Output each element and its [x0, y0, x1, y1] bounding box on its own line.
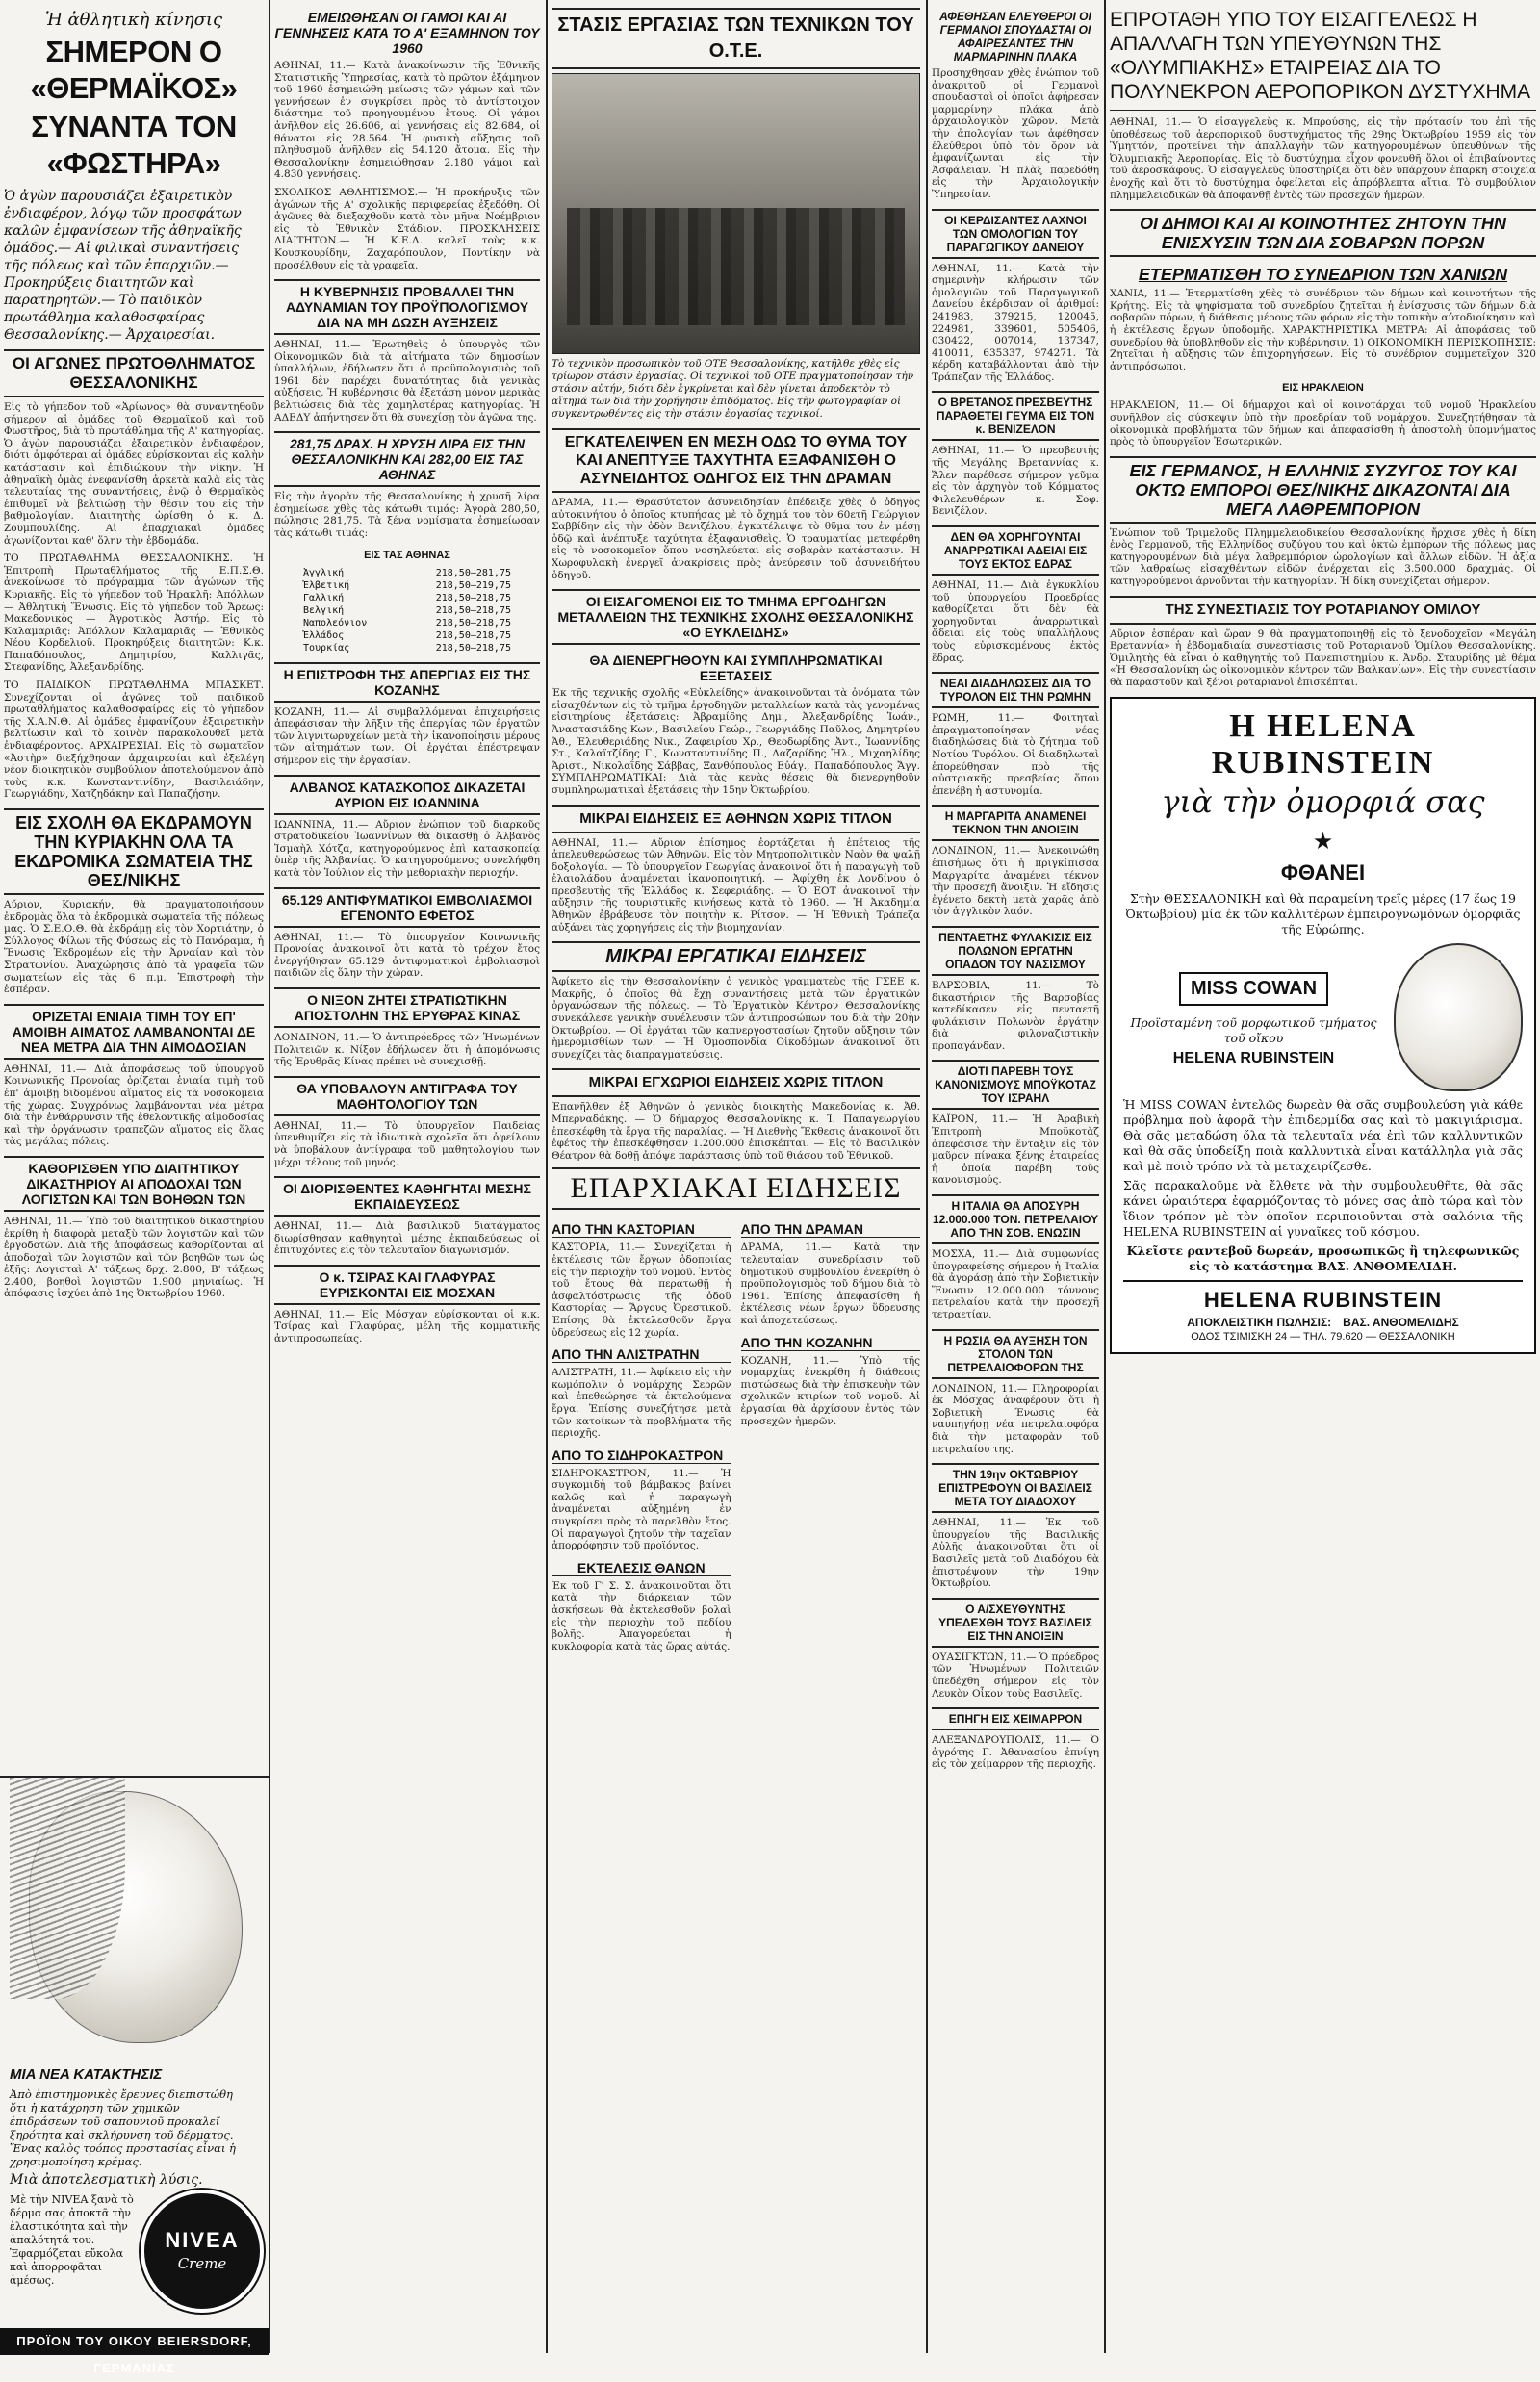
- divider: [1110, 110, 1536, 111]
- rate-name: Ἑλβετική: [303, 579, 350, 591]
- ad-arrives: ΦΘΑΝΕΙ: [1280, 859, 1366, 884]
- dateline-alistrati: ΑΠΟ ΤΗΝ ΑΛΙΣΤΡΑΤΗΝ: [552, 1346, 732, 1363]
- headline-labour-briefs: ΜΙΚΡΑΙ ΕΡΓΑΤΙΚΑΙ ΕΙΔΗΣΕΙΣ: [552, 941, 920, 972]
- article-body: ΛΟΝΔΙΝΟΝ, 11.— Ἀνεκοινώθη ἐπισήμως ὅτι ἡ πριγκίπισσα Μαργαρίτα ἀναμένει τέκνον τὴν προσεχῆ ἄνοιξιν. Ἡ εἴδησις ἐγένετο δεκτὴ μετὰ χαρᾶς ἀπὸ τὸν ἀγγλικὸν λαόν.: [932, 845, 1099, 918]
- rate-row: [303, 617, 511, 629]
- rate-value: 218,50—281,75: [435, 567, 511, 578]
- photo-crowd: [567, 208, 905, 325]
- article-body: ΑΘΗΝΑΙ, 11.— Ὁ εἰσαγγελεὺς κ. Μπρούσης, εἰς τὴν πρότασίν του ἐπὶ τῆς ὑποθέσεως τοῦ ἀεροπορικοῦ δυστυχήματος τῆς 29ης Ὀκτωβρίου 1959 εἰς τὸν Ὑμηττόν, προτείνει τὴν ἀπαλλαγὴν τῶν κατηγορουμένων ὑπευθύνων τῆς Ὀλυμπιακῆς Ἀεροπορίας. Εἰς τὸ δυστύχημα εἶχον φονευθῆ ὅλοι οἱ ἐπιβαίνοντες τοῦ ἀεροσκάφους. Ὁ εἰσαγγελεὺς ὑποστηρίζει ὅτι δὲν ὑπάρχουν ἐπαρκῆ στοιχεῖα ἐνοχῆς καὶ ὅτι τὸ δυστύχημα ὀφείλεται εἰς ἀπρόβλεπτα αἴτια. Τὸ συμβούλιον πλημμελειοδικῶν θὰ ἀποφανθῇ ἐντὸς τῶν προσεχῶν ἡμερῶν.: [1110, 116, 1536, 201]
- headline-german-students: ΑΦΕΘΗΣΑΝ ΕΛΕΥΘΕΡΟΙ ΟΙ ΓΕΡΜΑΝΟΙ ΣΠΟΥΔΑΣΤΑΙ ΟΙ ΑΦΑΙΡΕΣΑΝΤΕΣ ΤΗΝ ΜΑΡΜΑΡΙΝΗΝ ΠΛΑΚΑ: [939, 10, 1091, 64]
- article-body: ΣΙΔΗΡΟΚΑΣΤΡΟΝ, 11.— Ἡ συγκομιδὴ τοῦ βάμβακος βαίνει καλῶς καὶ ἡ παραγωγὴ ἀναμένεται αὐξημένη ἐν συγκρίσει πρὸς τὸ παρελθὸν ἔτος. Οἱ παραγωγοὶ ζητοῦν τὴν ταχεῖαν ἀπορρόφησιν τοῦ προϊόντος.: [552, 1467, 732, 1552]
- headline-british-ambassador: Ο ΒΡΕΤΑΝΟΣ ΠΡΕΣΒΕΥΤΗΣ ΠΑΡΑΘΕΤΕΙ ΓΕΥΜΑ ΕΙΣ ΤΟΝ κ. ΒΕΝΙΖΕΛΟΝ: [932, 391, 1099, 441]
- ad-text: Μὲ τὴν NIVEA ξανὰ τὸ δέρμα σας ἀποκτᾶ τὴν ἐλαστικότητα καὶ τὴν ἀπαλότητά του. Ἐφαρμόζεται εὔκολα καὶ ἀπορροφᾶται ἀμέσως.: [10, 2193, 134, 2287]
- headline-royals-return: ΤΗΝ 19ην ΟΚΤΩΒΡΙΟΥ ΕΠΙΣΤΡΕΦΟΥΝ ΟΙ ΒΑΣΙΛΕΙΣ ΜΕΤΑ ΤΟΥ ΔΙΑΔΟΧΟΥ: [932, 1463, 1099, 1513]
- article-body: ΑΘΗΝΑΙ, 11.— Διὰ ἀποφάσεως τοῦ ὑπουργοῦ Κοινωνικῆς Προνοίας ὁρίζεται ἑνιαία τιμὴ τοῦ ἐπ' ἀμοιβῇ διδομένου αἵματος εἰς τὰ νοσοκομεῖα τῆς χώρας. Συγχρόνως λαμβάνονται νέα μέτρα διὰ τὴν ἐνθάρρυνσιν τῆς ἐθελοντικῆς αἱμοδοσίας καὶ τὴν ὀργάνωσιν τραπεζῶν αἵματος εἰς ὅλας τὰς μεγάλας πόλεις.: [4, 1063, 264, 1148]
- ad-dealer: ΒΑΣ. ΑΝΘΟΜΕΛΙΔΗΣ: [1343, 1315, 1459, 1329]
- dateline-sidirokastro: ΑΠΟ ΤΟ ΣΙΔΗΡΟΚΑΣΤΡΟΝ: [552, 1447, 732, 1464]
- ad-footer-brand: HELENA RUBINSTEIN: [1203, 1287, 1443, 1312]
- article-body: ΛΟΝΔΙΝΟΝ, 11.— Ὁ ἀντιπρόεδρος τῶν Ἡνωμένων Πολιτειῶν κ. Νίξον ἐδήλωσεν ὅτι ἡ ἀπομόνωσις τῆς Ἐρυθρᾶς Κίνας πρέπει νὰ συνεχισθῇ.: [274, 1031, 540, 1068]
- article-body: ΑΘΗΝΑΙ, 11.— Εἰς Μόσχαν εὑρίσκονται οἱ κ.κ. Τσίρας καὶ Γλαφύρας, μέλη τῆς κομματικῆς ἀντιπροσωπείας.: [274, 1308, 540, 1345]
- article-body: ΟΥΑΣΙΓΚΤΩΝ, 11.— Ὁ πρόεδρος τῶν Ἡνωμένων Πολιτειῶν ὑπεδέχθη σήμερον εἰς τὸν Λευκὸν Οἶκον τοὺς Βασιλεῖς.: [932, 1651, 1099, 1700]
- headline-rotary: ΤΗΣ ΣΥΝΕΣΤΙΑΣΙΣ ΤΟΥ ΡΟΤΑΡΙΑΝΟΥ ΟΜΙΛΟΥ: [1110, 596, 1536, 625]
- column-news-b: [552, 0, 920, 1658]
- article-body: ΚΑΣΤΟΡΙΑ, 11.— Συνεχίζεται ἡ ἐκτέλεσις τῶν ἔργων ὁδοποιίας εἰς τὴν περιοχὴν τοῦ νομοῦ. Ἐντὸς τοῦ ἔτους θὰ περατωθῇ ἡ ἀσφαλτόστρωσις τῆς ὁδοῦ Καστορίας — Ἄργους Ὀρεστικοῦ. Ἐπίσης θὰ ἐκτελεσθοῦν ἔργα ὑδρεύσεως εἰς 12 χωρία.: [552, 1242, 732, 1339]
- headline-athens-briefs: ΜΙΚΡΑΙ ΕΙΔΗΣΕΙΣ ΕΞ ΑΘΗΝΩΝ ΧΩΡΙΣ ΤΙΤΛΟΝ: [552, 805, 920, 833]
- ote-strike-photo: [552, 73, 920, 354]
- article-body: Αὔριον ἑσπέραν καὶ ὥραν 9 θὰ πραγματοποιηθῇ εἰς τὸ ξενοδοχεῖον «Μεγάλη Βρεταννία» ἡ ἑβδομαδιαία συνεστίασις τοῦ Ροταριανοῦ Ὁμίλου Θεσσαλονίκης. Ὁμιλητὴς θὰ εἶναι ὁ καθηγητὴς τοῦ Πανεπιστημίου κ. Ἀνδρ. Σταυρίδης μὲ θέμα «Ἡ Θεσσαλονίκη ὡς οἰκονομικὸν κέντρον τῶν Βαλκανίων». Εἰς τὴν συνεστίασιν θὰ παραστοῦν καὶ ξένοι ροταριανοὶ ἐπισκέπται.: [1110, 628, 1536, 689]
- rate-value: 218,50—218,75: [435, 629, 511, 641]
- article-body: Ἐπανῆλθεν ἐξ Ἀθηνῶν ὁ γενικὸς διοικητὴς Μακεδονίας κ. Ἀθ. Μπερναδάκης. — Ὁ δήμαρχος Θεσσαλονίκης κ. Ἰ. Παπαγεωργίου ἐπεσκέφθη τὰ ἔργα τῆς παραλίας. — Ἡ Διεθνὴς Ἔκθεσις ἀνακοινοῖ ὅτι ἐφέτος τὴν ἐπεσκέφθησαν 1.200.000 ἐπισκέπται. — Εἰς τὸ Βασιλικὸν Θέατρον θὰ δοθῇ ἀπόψε παράστασις ὑπὸ τοῦ θιάσου τοῦ Ἐθνικοῦ.: [552, 1101, 920, 1162]
- headline-gold-sovereign: 281,75 ΔΡΑΧ. Η ΧΡΥΣΗ ΛΙΡΑ ΕΙΣ ΤΗΝ ΘΕΣΣΑΛΟΝΙΚΗΝ ΚΑΙ 282,00 ΕΙΣ ΤΑΣ ΑΘΗΝΑΣ: [274, 431, 540, 487]
- rate-name: Γαλλική: [303, 592, 345, 603]
- dateline-firing: ΕΚΤΕΛΕΣΙΣ ΘΑΝΩΝ: [552, 1560, 732, 1576]
- ad-booking: Κλεῖστε ραντεβοῦ δωρεάν, προσωπικῶς ἢ τηλεφωνικῶς εἰς τὸ κατάστημα ΒΑΣ. ΑΝΘΟΜΕΛΙΔΗ.: [1126, 1242, 1520, 1273]
- headline-royals-received: Ο Α/ΣΧΕΥΘΥΝΤΗΣ ΥΠΕΔΕΧΘΗ ΤΟΥΣ ΒΑΣΙΛΕΙΣ ΕΙΣ ΤΗΝ ΑΝΟΙΞΙΝ: [932, 1598, 1099, 1648]
- article-body: Ἐνώπιον τοῦ Τριμελοῦς Πλημμελειοδικείου Θεσσαλονίκης ἤρχισε χθὲς ἡ δίκη ἑνὸς Γερμανοῦ, τῆς Ἑλληνίδος συζύγου του καὶ ὀκτὼ ἐμπόρων τῆς πόλεως μας κατηγορουμένων διὰ μέγα λαθρεμπόριον ὠρολογίων καὶ ἄλλων εἰδῶν. Ἡ ἀξία τῶν λαθραίως εἰσαχθέντων εἰδῶν ἀνέρχεται εἰς 3.500.000 δραχμάς. Οἱ κατηγορούμενοι ἀρνοῦνται τὴν κατηγορίαν. Ἡ δίκη συνεχίζεται σήμερον.: [1110, 526, 1536, 588]
- rate-value: 218,50—218,75: [435, 617, 511, 628]
- article-body: ΑΛΕΞΑΝΔΡΟΥΠΟΛΙΣ, 11.— Ὁ ἀγρότης Γ. Ἀθανασίου ἐπνίγη εἰς τὸν χείμαρρον τῆς περιοχῆς.: [932, 1734, 1099, 1771]
- article-body: ΣΧΟΛΙΚΟΣ ΑΘΛΗΤΙΣΜΟΣ.— Ἡ προκήρυξις τῶν ἀγώνων τῆς Α' σχολικῆς περιφερείας ἐξεδόθη. Οἱ ἀγῶνες θὰ διεξαχθοῦν κατὰ τὸν μῆνα Νοέμβριον εἰς τὸ Ἐθνικὸν Στάδιον. ΠΡΟΣΚΛΗΣΕΙΣ ΔΙΑΙΤΗΤΩΝ.— Ἡ Κ.Ε.Δ. καλεῖ τοὺς κ.κ. Κουσκουρίδην, Ζαχαρόπουλον, Ποντίκην νὰ προσέλθουν εἰς τὰ γραφεῖα.: [274, 186, 540, 271]
- headline-budget: Η ΚΥΒΕΡΝΗΣΙΣ ΠΡΟΒΑΛΛΕΙ ΤΗΝ ΑΔΥΝΑΜΙΑΝ ΤΟΥ ΠΡΟΫΠΟΛΟΓΙΣΜΟΥ ΔΙΑ ΝΑ ΜΗ ΔΩΣΗ ΑΥΞΗΣΕΙΣ: [274, 279, 540, 335]
- article-body: ΑΘΗΝΑΙ, 11.— Ὑπὸ τοῦ διαιτητικοῦ δικαστηρίου ἐκρίθη ἡ διαφορὰ μεταξὺ τῶν λογιστῶν καὶ τῶν ἐργοδοτῶν. Διὰ τῆς ἀποφάσεως καθορίζονται αἱ ἀποδοχαὶ τῶν λογιστῶν καὶ τῶν βοηθῶν των ὡς ἑξῆς: Λογισταὶ Α' τάξεως δρχ. 2.800, Β' τάξεως 2.400, βοηθοὶ λογιστῶν 1.900 μηνιαίως. Ἡ ἀπόφασις ἰσχύει ἀπὸ 1ης Ὀκτωβρίου 1960.: [4, 1215, 264, 1300]
- headline-hit-and-run: ΕΓΚΑΤΕΛΕΙΨΕΝ ΕΝ ΜΕΣΗ ΟΔΩ ΤΟ ΘΥΜΑ ΤΟΥ ΚΑΙ ΑΝΕΠΤΥΞΕ ΤΑΧΥΤΗΤΑ ΕΞΑΦΑΝΙΣΘΗ Ο ΑΣΥΝΕΙΔΗΤΟΣ ΟΔΗΓΟΣ ΕΙΣ ΤΗΝ ΔΡΑΜΑΝ: [552, 428, 920, 493]
- ad-dealer-row: [1123, 1316, 1523, 1329]
- article-body: ΒΑΡΣΟΒΙΑ, 11.— Τὸ δικαστήριον τῆς Βαρσοβίας κατεδίκασεν εἰς πενταετῆ φυλάκισιν Πολωνὸν ἐργάτην διὰ φιλοναζιστικὴν προπαγάνδαν.: [932, 979, 1099, 1052]
- headline-tsiras: Ο κ. ΤΣΙΡΑΣ ΚΑΙ ΓΛΑΦΥΡΑΣ ΕΥΡΙΣΚΟΝΤΑΙ ΕΙΣ ΜΟΣΧΑΝ: [274, 1265, 540, 1305]
- article-body: Προσηχθησαν χθὲς ἐνώπιον τοῦ ἀνακριτοῦ οἱ Γερμανοὶ σπουδασταὶ οἱ ὁποῖοι ἀφήρεσαν μαρμαρίνην πλάκα ἀπὸ ἀρχαιολογικὸν χῶρον. Μετὰ τὴν ἀπολογίαν των ἀφέθησαν ἐλεύθεροι ὑπὸ τὸν ὅρον νὰ ἐμφανίζωνται εἰς τὴν Ἀσφάλειαν. Ἡ πλὰξ παρεδόθη εἰς τὴν Ἀρχαιολογικὴν Ὑπηρεσίαν.: [932, 67, 1099, 200]
- article-body: ΑΘΗΝΑΙ, 11.— Κατὰ ἀνακοίνωσιν τῆς Ἐθνικῆς Στατιστικῆς Ὑπηρεσίας, κατὰ τὸ πρῶτον ἑξάμηνον τοῦ 1960 ἐσημειώθη μείωσις τῶν γάμων καὶ τῶν γεννήσεων ἐν συγκρίσει πρὸς τὸ ἀντίστοιχον διάστημα τοῦ προηγουμένου ἔτους. Οἱ γάμοι ἀνῆλθον εἰς 26.606, αἱ γεννήσεις εἰς 82.684, οἱ θάνατοι εἰς 28.564. Ἡ φυσικὴ αὔξησις τοῦ πληθυσμοῦ ἀνῆλθεν εἰς 54.120 ἄτομα. Εἰς τὴν Θεσσαλονίκην ἐσημειώθησαν 2.180 γάμοι καὶ 4.830 γεννήσεις.: [274, 60, 540, 181]
- dateline-drama: ΑΠΟ ΤΗΝ ΔΡΑΜΑΝ: [741, 1221, 921, 1238]
- article-body: ΑΘΗΝΑΙ, 11.— Ἐρωτηθεὶς ὁ ὑπουργὸς τῶν Οἰκονομικῶν διὰ τὰ αἰτήματα τῶν δημοσίων ὑπαλλήλων, ἐδήλωσεν ὅτι ὁ προϋπολογισμὸς τοῦ 1961 δὲν παρέχει δυνατότητας διὰ γενικὰς αὐξήσεις. Ἡ κυβέρνησις θὰ ἐξετάσῃ μόνον μερικὰς βελτιώσεις διὰ τὰς χαμηλοτέρας κατηγορίας. Ἡ ΑΔΕΔΥ ἀπήντησεν ὅτι θὰ συνεχίσῃ τὸν ἀγῶνα της.: [274, 339, 540, 423]
- section-kicker: Ἡ ἀθλητικὴ κίνησις: [44, 10, 223, 30]
- ad-role: Προϊσταμένη τοῦ μορφωτικοῦ τμήματος τοῦ οἴκου: [1130, 1015, 1377, 1046]
- headline-euclid-school: ΟΙ ΕΙΣΑΓΟΜΕΝΟΙ ΕΙΣ ΤΟ ΤΜΗΜΑ ΕΡΓΟΔΗΓΩΝ ΜΕΤΑΛΛΕΙΩΝ ΤΗΣ ΤΕΧΝΙΚΗΣ ΣΧΟΛΗΣ ΘΕΣΣΑΛΟΝΙΚΗΣ «Ο ΕΥΚΛΕΙΔΗΣ»: [552, 589, 920, 645]
- currency-rates-table: [274, 567, 540, 654]
- headline-marriages: ΕΜΕΙΩΘΗΣΑΝ ΟΙ ΓΑΜΟΙ ΚΑΙ ΑΙ ΓΕΝΝΗΣΕΙΣ ΚΑΤΑ ΤΟ Α' ΕΞΑΜΗΝΟΝ ΤΟΥ 1960: [274, 10, 540, 56]
- provincial-columns: [552, 1214, 920, 1658]
- column-sports: [4, 0, 264, 1306]
- ad-footer: [1123, 1280, 1523, 1343]
- rate-value: 218,50—218,75: [435, 642, 511, 653]
- column-news-c: [932, 0, 1099, 1777]
- headline-italy-oil: Η ΙΤΑΛΙΑ ΘΑ ΑΠΟΣΥΡΗ 12.000.000 ΤΟΝ. ΠΕΤΡΕΛΑΙΟΥ ΑΠΟ ΤΗΝ ΣΟΒ. ΕΝΩΣΙΝ: [932, 1194, 1099, 1244]
- headline-teachers: ΟΙ ΔΙΟΡΙΣΘΕΝΤΕΣ ΚΑΘΗΓΗΤΑΙ ΜΕΣΗΣ ΕΚΠΑΙΔΕΥΣΕΩΣ: [274, 1176, 540, 1217]
- article-body: ΑΘΗΝΑΙ, 11.— Κατὰ τὴν σημερινὴν κλήρωσιν τῶν ὁμολογιῶν τοῦ Παραγωγικοῦ Δανείου ἐκέρδισαν οἱ ἀριθμοί: 241983, 379215, 120045, 224981, 339601, 505406, 030422, 007014, 137347, 410011, 635337, 974271. Τὰ κέρδη καταβάλλονται ἀπὸ τὴν Τράπεζαν τῆς Ἑλλάδος.: [932, 262, 1099, 383]
- ad-portrait-row: [1123, 943, 1523, 1091]
- article-body: Αὔριον, Κυριακήν, θὰ πραγματοποιήσουν ἐκδρομὰς ὅλα τὰ ἐκδρομικὰ σωματεῖα τῆς πόλεως μας. Ὁ Σ.Ε.Ο.Θ. θὰ ἐκδράμῃ εἰς τὸν Χορτιάτην, ὁ Σύλλογος Φίλων τῆς Φύσεως εἰς τὸ Πανόραμα, ἡ Ἕνωσις Ἐκδρομέων εἰς τὴν Ἀρναίαν καὶ τὸν Στρατωνίου. Ἀναχώρησις ἀπὸ τὰ γραφεῖα τῶν σωματείων εἰς τὰς 6 π.μ. Ἐπιστροφὴ τὴν ἑσπέραν.: [4, 899, 264, 996]
- ad-offer: Ἡ MISS COWAN ἐντελῶς δωρεὰν θὰ σᾶς συμβουλεύση γιὰ κάθε πρόβλημα ποὺ ἀφορᾶ τὴν ἐπιδερμίδα σας καὶ τὸ μακιγιάρισμα. Θὰ σᾶς μεταδώση ὅλα τὰ τελευταῖα νέα ἐπὶ τῶν καλλυντικῶν καὶ θὰ σᾶς ὑποδείξη ποιὰ καλλυντικὰ εἶναι κατάλληλα γιὰ σᾶς καὶ μὲ ποιὸ τρόπο νὰ τὰ μεταχειρίζεσθε.: [1123, 1096, 1523, 1173]
- ad-name-block: [1123, 966, 1384, 1067]
- headline-vaccinations: 65.129 ΑΝΤΙΦΥΜΑΤΙΚΟΙ ΕΜΒΟΛΙΑΣΜΟΙ ΕΓΕΝΟΝΤΟ ΕΦΕΤΟΣ: [274, 887, 540, 928]
- dateline-kozani: ΑΠΟ ΤΗΝ ΚΟΖΑΝΗΝ: [741, 1335, 921, 1351]
- rate-name: Ναπολεόνιον: [303, 617, 368, 628]
- star-icon: ★: [1312, 827, 1334, 855]
- rate-value: 218,50—219,75: [435, 579, 511, 591]
- column-rule: [269, 0, 270, 2353]
- dateline-heraklion: ΕΙΣ ΗΡΑΚΛΕΙΟΝ: [1282, 382, 1364, 395]
- ad-tagline: γιὰ τὴν ὀμορφιά σας: [1161, 782, 1485, 820]
- article-body: ΔΡΑΜΑ, 11.— Κατὰ τὴν τελευταίαν συνεδρίασιν τοῦ δημοτικοῦ συμβουλίου ἐνεκρίθη ὁ προϋπολογισμὸς τοῦ δήμου διὰ τὸ 1961. Ἐπίσης ἀπεφασίσθη ἡ ἐκτέλεσις νέων ἔργων ὕδρευσης καὶ ἀποχετεύσεως.: [740, 1242, 920, 1326]
- article-body: ΑΘΗΝΑΙ, 11.— Τὸ ὑπουργεῖον Κοινωνικῆς Προνοίας ἀνακοινοῖ ὅτι κατὰ τὸ τρέχον ἔτος ἐνεργήθησαν 65.129 ἀντιφυματικοὶ ἐμβολιασμοὶ παιδιῶν εἰς ὅλην τὴν χώραν.: [274, 931, 540, 980]
- headline-tyrol: ΝΕΑΙ ΔΙΑΔΗΛΩΣΕΙΣ ΔΙΑ ΤΟ ΤΥΡΟΛΟΝ ΕΙΣ ΤΗΝ ΡΩΜΗΝ: [932, 672, 1099, 708]
- helena-rubinstein-advertisement: [1110, 697, 1536, 1354]
- column-news-a: [274, 0, 540, 1351]
- ad-name: MISS COWAN: [1179, 972, 1328, 1006]
- sports-lede: Ὁ ἀγὼν παρουσιάζει ἐξαιρετικὸν ἐνδιαφέρον, λόγῳ τῶν προσφάτων καλῶν ἐμφανίσεων τῆς ἀθηναϊκῆς ὁμάδος.— Αἱ φιλικαὶ συναντήσεις τῆς πόλεως καὶ τῶν ἐπαρχιῶν.— Προκηρύξεις διαιτητῶν καὶ παρατηρητῶν.— Τὸ παιδικὸν πρωτάθλημα καλαθοσφαίρας Θεσσαλονίκης.— Ἀρχαιρεσίαι.: [4, 189, 242, 343]
- article-body: ΑΘΗΝΑΙ, 11.— Τὸ ὑπουργεῖον Παιδείας ὑπενθυμίζει εἰς τὰ ἰδιωτικὰ σχολεῖα ὅτι ὀφείλουν νὰ ὑποβάλουν ἀντίγραφα τοῦ μαθητολογίου των μέχρι τέλους τοῦ μηνός.: [274, 1119, 540, 1168]
- article-body: ΔΡΑΜΑ, 11.— Θρασύτατον ἀσυνειδησίαν ἐπέδειξε χθὲς ὁ ὁδηγὸς αὐτοκινήτου ὁ ὁποῖος κτυπήσας μὲ τὸ ὄχημά του τὸν 60ετῆ Γεώργιον Σαββίδην εἰς τὴν ὁδὸν Βενιζέλου, ἐγκατέλειψε τὸ θῦμα του ἐν μέσῃ ὁδῷ καὶ ἀνέπτυξε ταχύτητα ἐξαφανισθεὶς. Ὁ τραυματίας μετεφέρθη εἰς τὸ νοσοκομεῖον ὅπου νοσηλεύεται εἰς σοβαρὰν κατάστασιν. Ἡ Χωροφυλακὴ ἐνεργεῖ ἀνακρίσεις πρὸς ἀνεύρεσιν τοῦ ἀσυνειδήτου ὁδηγοῦ.: [552, 497, 920, 581]
- article-body: Ἐκ τοῦ Γ' Σ. Σ. ἀνακοινοῦται ὅτι κατὰ τὴν διάρκειαν τῶν ἀσκήσεων θὰ ἐκτελεσθοῦν βολαὶ εἰς τὴν περιοχὴν τοῦ πεδίου βολῆς. Ἀπαγορεύεται ἡ κυκλοφορία κατὰ τὰς ὥρας αὐτάς.: [552, 1579, 732, 1652]
- rate-value: 218,50—218,75: [435, 604, 511, 616]
- dateline-kastoria: ΑΠΟ ΤΗΝ ΚΑΣΤΟΡΙΑΝ: [552, 1221, 732, 1238]
- nivea-advertisement: [0, 1776, 269, 2375]
- tin-sub: Creme: [177, 2255, 227, 2272]
- headline-chania-congress: ΕΤΕΡΜΑΤΙΣΘΗ ΤΟ ΣΥΝΕΔΡΙΟΝ ΤΩΝ ΧΑΝΙΩΝ: [1138, 265, 1508, 285]
- rate-name: Βελγική: [303, 604, 345, 616]
- headline-blood-price: ΟΡΙΖΕΤΑΙ ΕΝΙΑΙΑ ΤΙΜΗ ΤΟΥ ΕΠ' ΑΜΟΙΒΗ ΑΙΜΑΤΟΣ ΛΑΜΒΑΝΟΝΤΑΙ ΔΕ ΝΕΑ ΜΕΤΡΑ ΔΙΑ ΤΗΝ ΑΙΜΟΔΟΣΙΑΝ: [4, 1004, 264, 1060]
- article-body: Ἀφίκετο εἰς τὴν Θεσσαλονίκην ὁ γενικὸς γραμματεὺς τῆς ΓΣΕΕ κ. Μακρῆς, ὁ ὁποῖος θὰ ἔχῃ συναντήσεις μετὰ τῶν ἐργατικῶν ὀργανώσεων τῆς πόλεως. — Τὸ Ἐργατικὸν Κέντρον Θεσσαλονίκης συνεκάλεσε γενικὴν συνέλευσιν τῶν ἀντιπροσώπων του διὰ τὴν 20ὴν Ὀκτωβρίου. — Οἱ ἐργάται τῶν καπνεργοστασίων ζητοῦν αὔξησιν τῶν ἡμερομισθίων των. — Ἡ Ὁμοσπονδία Οἰκοδόμων ἀνακοινοῖ ὅτι συνεχίζει τὰς διαπραγματεύσεις.: [552, 976, 920, 1061]
- headline-fostiras: ΣΥΝΑΝΤΑ ΤΟΝ «ΦΩΣΤΗΡΑ»: [31, 110, 237, 180]
- article-body: ΜΟΣΧΑ, 11.— Διὰ συμφωνίας ὑπογραφείσης σήμερον ἡ Ἰταλία θὰ ἀγοράσῃ ἀπὸ τὴν Σοβιετικὴν Ἕνωσιν 12.000.000 τόννους πετρελαίου κατὰ τὴν προσεχῆ τετραετίαν.: [932, 1248, 1099, 1320]
- headline-championship: ΟΙ ΑΓΩΝΕΣ ΠΡΩΤΟΘΛΗΜΑΤΟΣ ΘΕΣΣΑΛΟΝΙΚΗΣ: [4, 349, 264, 397]
- article-body: ΑΘΗΝΑΙ, 11.— Αὔριον ἐπίσημος ἑορτάζεται ἡ ἐπέτειος τῆς ἀπελευθερώσεως τῶν Ἀθηνῶν. Εἰς τὸν Μητροπολιτικὸν Ναὸν θὰ ψαλῇ δοξολογία. — Τὸ ὑπουργεῖον Γεωργίας ἀνακοινοῖ ὅτι ἡ παραγωγὴ τοῦ ἐλαιολάδου ἀναμένεται ἱκανοποιητική. — Ἀφίχθη ἐκ Λονδίνου ὁ πρεσβευτὴς τῆς Ἑλλάδος κ. Σεφεριάδης. — Ὁ ΕΟΤ ἀνακοινοῖ τὴν αὔξησιν τῆς τουριστικῆς κινήσεως κατὰ τὸ 1960. — Ἡ Ἀκαδημία Ἀθηνῶν ἐβράβευσε τὸν ποιητὴν κ. Ρίτσον. — Ἡ Ἐθνικὴ Τράπεζα αὐξάνει τὰς χορηγήσεις εἰς τὴν βιομηχανίαν.: [552, 836, 920, 934]
- article-body: Εἰς τὸ γήπεδον τοῦ «Ἀρίωνος» θὰ συναντηθοῦν σήμερον αἱ ὁμάδες τοῦ Θερμαϊκοῦ καὶ τοῦ Φωστῆρος, διὰ τὸ πρωτάθλημα τῆς Α' κατηγορίας. Ὁ ἀγὼν παρουσιάζει ἐξαιρετικὸν ἐνδιαφέρον, διότι ἀμφότεραι αἱ ὁμάδες εὑρίσκονται εἰς καλὴν κατάστασιν καὶ ἐπιδιώκουν τὴν νίκην. Ἡ ἀθηναϊκὴ ὁμὰς ἐνεφανίσθη ἀρκετὰ καλὰ εἰς τὰς τελευταίας της συναντήσεις, ἐνῷ ὁ Θερμαϊκὸς ἐπιθυμεῖ νὰ βελτιώσῃ τὴν θέσιν του εἰς τὴν βαθμολογίαν. Διαιτητὴς ὡρίσθη ὁ κ. Δ. Ζουμπουλίδης. Αἱ ἐπαρχιακαὶ ὁμάδες ἀγωνίζονται καθ' ὅλην τὴν ἑβδομάδα.: [4, 401, 264, 547]
- photo-caption: Τὸ τεχνικὸν προσωπικὸν τοῦ ΟΤΕ Θεσσαλονίκης, κατῆλθε χθὲς εἰς τρίωρον στάσιν ἐργασίας. Οἱ τεχνικοὶ τοῦ ΟΤΕ πραγματοποίησαν τὴν στάσιν αὐτήν, διότι δὲν ἐγκρίνεται καὶ δὲν γίνεται ἀποδεκτὸν τὸ αἴτημά των διὰ τὴν χορήγησιν ἐπιδόματος. Εἰς τὴν φωτογραφίαν οἱ συγκεντρωθέντες εἰς τὴν στάσιν ἐργασίας τεχνικοί.: [552, 358, 914, 420]
- headline-accountants: ΚΑΘΟΡΙΣΘΕΝ ΥΠΟ ΔΙΑΙΤΗΤΙΚΟΥ ΔΙΚΑΣΤΗΡΙΟΥ ΑΙ ΑΠΟΔΟΧΑΙ ΤΩΝ ΛΟΓΙΣΤΩΝ ΚΑΙ ΤΩΝ ΒΟΗΘΩΝ ΤΩΝ: [4, 1156, 264, 1212]
- headline-loan-lottery: ΟΙ ΚΕΡΔΙΣΑΝΤΕΣ ΛΑΧΝΟΙ ΤΩΝ ΟΜΟΛΟΓΙΩΝ ΤΟΥ ΠΑΡΑΓΩΓΙΚΟΥ ΔΑΝΕΙΟΥ: [932, 209, 1099, 259]
- rate-value: 218,50—218,75: [435, 592, 511, 603]
- provincial-col-left: [552, 1214, 732, 1658]
- headline-sick-leave: ΔΕΝ ΘΑ ΧΟΡΗΓΟΥΝΤΑΙ ΑΝΑΡΡΩΤΙΚΑΙ ΑΔΕΙΑΙ ΕΙΣ ΤΟΥΣ ΕΚΤΟΣ ΕΔΡΑΣ: [932, 525, 1099, 576]
- ad-address: ΟΔΟΣ ΤΣΙΜΙΣΚΗ 24 — ΤΗΛ. 79.620 — ΘΕΣΣΑΛΟΝΙΚΗ: [1191, 1330, 1455, 1343]
- miss-cowan-portrait: [1394, 943, 1523, 1091]
- rates-title: ΕΙΣ ΤΑΣ ΑΘΗΝΑΣ: [364, 549, 450, 561]
- headline-school-registers: ΘΑ ΥΠΟΒΑΛΟΥΝ ΑΝΤΙΓΡΑΦΑ ΤΟΥ ΜΑΘΗΤΟΛΟΓΙΟΥ ΤΩΝ: [274, 1076, 540, 1116]
- article-body: ΚΟΖΑΝΗ, 11.— Ὑπὸ τῆς νομαρχίας ἐνεκρίθη ἡ διάθεσις πιστώσεως διὰ τὴν ἐπισκευὴν τῶν σχολικῶν κτιρίων τοῦ νομοῦ. Αἱ ἐργασίαι θὰ ἀρχίσουν ἐντὸς τῶν προσεχῶν ἡμερῶν.: [740, 1354, 920, 1427]
- article-body: ΧΑΝΙΑ, 11.— Ἐτερματίσθη χθὲς τὸ συνέδριον τῶν δήμων καὶ κοινοτήτων τῆς Κρήτης. Εἰς τὰ ψηφίσματα τοῦ συνεδρίου ζητεῖται ἡ ἐνίσχυσις τῶν δήμων διὰ σοβαρῶν πόρων, ἡ διάθεσις μέρους τῶν φόρων εἰς τὴν τοπικὴν αὐτοδιοίκησιν καὶ ἡ ἐκτέλεσις ἔργων ὑποδομῆς. ΧΑΡΑΚΤΗΡΙΣΤΙΚΑ ΜΕΤΡΑ: Αἱ ἀποφάσεις τοῦ συνεδρίου θὰ ὑποβληθοῦν εἰς τὴν κυβέρνησιν. 1) ΟΙΚΟΝΟΜΙΚΗ ΠΕΡΙΣΚΟΠΗΣΙΣ: Ζητεῖται ἡ αὔξησις τῶν ἐπιχορηγήσεων. Εἰς τὸ συνέδριον συμμετεῖχον 320 ἀντιπρόσωποι.: [1110, 288, 1536, 372]
- headline-ote-strike: ΣΤΑΣΙΣ ΕΡΓΑΣΙΑΣ ΤΩΝ ΤΕΧΝΙΚΩΝ ΤΟΥ Ο.Τ.Ε.: [552, 8, 920, 69]
- article-body: ΑΘΗΝΑΙ, 11.— Ὁ πρεσβευτὴς τῆς Μεγάλης Βρεταννίας κ. Ἄλεν παρέθεσε σήμερον γεῦμα εἰς τὸν ἀρχηγὸν τοῦ Κόμματος Φιλελευθέρων κ. Σοφ. Βενιζέλον.: [932, 445, 1099, 518]
- headline-albanian-spy: ΑΛΒΑΝΟΣ ΚΑΤΑΣΚΟΠΟΣ ΔΙΚΑΖΕΤΑΙ ΑΥΡΙΟΝ ΕΙΣ ΙΩΑΝΝΙΝΑ: [274, 775, 540, 815]
- article-body: ΗΡΑΚΛΕΙΟΝ, 11.— Οἱ δήμαρχοι καὶ οἱ κοινοτάρχαι τοῦ νομοῦ Ἡρακλείου συνῆλθον εἰς σύσκεψιν ὑπὸ τὴν προεδρίαν τοῦ νομάρχου. Συνεζητήθησαν τὰ οἰκονομικὰ προβλήματα τῶν δήμων καὶ ἀπεφασίσθη ἡ ἀποστολὴ ὑπομνήματος πρὸς τὸ ὑπουργεῖον Ἐσωτερικῶν.: [1110, 399, 1536, 448]
- ad-title: ΜΙΑ ΝΕΑ ΚΑΤΑΚΤΗΣΙΣ: [10, 2066, 163, 2083]
- headline-polish-worker: ΠΕΝΤΑΕΤΗΣ ΦΥΛΑΚΙΣΙΣ ΕΙΣ ΠΟΛΩΝΟΝ ΕΡΓΑΤΗΝ ΟΠΑΔΟΝ ΤΟΥ ΝΑΣΙΣΜΟΥ: [932, 926, 1099, 976]
- ad-brand: Η HELENA RUBINSTEIN: [1211, 707, 1435, 781]
- article-body: ΚΟΖΑΝΗ, 11.— Αἱ συμβαλλόμεναι ἐπιχειρήσεις ἀπεφάσισαν τὴν λῆξιν τῆς ἀπεργίας τῶν ἐργατῶν τῶν λιγνιτωρυχείων μετὰ τὴν ἱκανοποίησιν μέρους τῶν αἰτημάτων των. Οἱ ἐργάται ἐπέστρεψαν σήμερον εἰς τὴν ἐργασίαν.: [274, 705, 540, 766]
- headline-nixon: Ο ΝΙΞΟΝ ΖΗΤΕΙ ΣΤΡΑΤΙΩΤΙΚΗΝ ΑΠΟΣΤΟΛΗΝ ΤΗΣ ΕΡΥΘΡΑΣ ΚΙΝΑΣ: [274, 987, 540, 1028]
- ad-text: Ἀπὸ ἐπιστημονικὲς ἔρευνες διεπιστώθη ὅτι ἡ κατάχρηση τῶν χημικῶν ἐπιδράσεων τοῦ σαπουνιοῦ προκαλεῖ ξηρότητα καὶ σκλήρυνση τοῦ δέρματος. Ἕνας καλὸς τρόπος προστασίας εἶναι ἡ χρησιμοποίηση κρέμας.: [10, 2087, 236, 2168]
- provincial-col-right: [741, 1214, 921, 1658]
- column-rule: [546, 0, 548, 2353]
- article-body: ΑΛΙΣΤΡΑΤΗ, 11.— Ἀφίκετο εἰς τὴν κωμόπολιν ὁ νομάρχης Σερρῶν καὶ ἐπεθεώρησε τὰ ἐκτελούμενα ἔργα. Ἐπίσης συνεζήτησε μετὰ τῶν κατοίκων τὰ προβλήματα τῆς περιοχῆς.: [552, 1367, 732, 1440]
- article-body: ΡΩΜΗ, 11.— Φοιτηταὶ ἐπραγματοποίησαν νέας διαδηλώσεις διὰ τὸ ζήτημα τοῦ Νοτίου Τυρόλου. Οἱ διαδηλωταὶ ἐπορεύθησαν πρὸ τῆς αὐστριακῆς πρεσβείας ὅπου ἐπενέβη ἡ ἀστυνομία.: [932, 712, 1099, 797]
- article-body: ΤΟ ΠΑΙΔΙΚΟΝ ΠΡΩΤΑΘΛΗΜΑ ΜΠΑΣΚΕΤ. Συνεχίζονται οἱ ἀγῶνες τοῦ παιδικοῦ πρωταθλήματος καλαθοσφαίρας εἰς τὸ γήπεδον τῆς Χ.Α.Ν.Θ. Αἱ ὁμάδες ἐμφανίζουν ἐξαιρετικὴν βελτίωσιν καὶ τὸ κοινὸν παρακολουθεῖ μετὰ ἐνδιαφέροντος. ΑΡΧΑΙΡΕΣΙΑΙ. Εἰς τὸ σωματεῖον «Ἀστὴρ» διεξήχθησαν ἀρχαιρεσίαι καὶ ἐξελέγη νέον διοικητικὸν συμβούλιον ἀποτελούμενον ἀπὸ τοὺς κ.κ. Κωνσταντινίδην, Βασιλειάδην, Γεωργιάδην, Χατζηδάκην καὶ Παπαζήσην.: [4, 679, 264, 801]
- headline-strike-kozani: Η ΕΠΙΣΤΡΟΦΗ ΤΗΣ ΑΠΕΡΓΙΑΣ ΕΙΣ ΤΗΣ ΚΟΖΑΝΗΣ: [274, 662, 540, 703]
- headline-thermaikos: ΣΗΜΕΡΟΝ Ο «ΘΕΡΜΑΪΚΟΣ»: [30, 35, 238, 105]
- rate-row: [303, 629, 511, 642]
- column-rule: [1104, 0, 1106, 2353]
- tin-brand: NIVEA: [165, 2228, 240, 2252]
- headline-margaret: Η ΜΑΡΓΑΡΙΤΑ ΑΝΑΜΕΝΕΙ ΤΕΚΝΟΝ ΤΗΝ ΑΝΟΙΞΙΝ: [932, 805, 1099, 841]
- ad-house: HELENA RUBINSTEIN: [1172, 1050, 1335, 1067]
- article-body: Εἰς τὴν ἀγορὰν τῆς Θεσσαλονίκης ἡ χρυσῆ λίρα ἐσημείωσε χθὲς τὰς κάτωθι τιμάς: Ἀγορὰ 280,50, πώλησις 281,75. Τὰ ξένα νομίσματα ἐσημείωσαν τὰς κάτωθι τιμάς:: [274, 491, 540, 540]
- headline-provincial-news: ΕΠΑΡΧΙΑΚΑΙ ΕΙΔΗΣΕΙΣ: [552, 1167, 920, 1210]
- headline-boycott: ΔΙΟΤΙ ΠΑΡΕΒΗ ΤΟΥΣ ΚΑΝΟΝΙΣΜΟΥΣ ΜΠΟΫΚΟΤΑΖ ΤΟΥ ΙΣΡΑΗΛ: [932, 1060, 1099, 1110]
- rate-name: Ἀγγλική: [303, 567, 345, 578]
- headline-tankers: Η ΡΩΣΙΑ ΘΑ ΑΥΞΗΣΗ ΤΟΝ ΣΤΟΛΟΝ ΤΩΝ ΠΕΤΡΕΛΑΙΟΦΟΡΩΝ ΤΗΣ: [932, 1329, 1099, 1379]
- column-news-d: [1110, 0, 1536, 1354]
- headline-olympic-crash: ΕΠΡΟΤΑΘΗ ΥΠΟ ΤΟΥ ΕΙΣΑΓΓΕΛΕΩΣ Η ΑΠΑΛΛΑΓΗ ΤΩΝ ΥΠΕΥΘΥΝΩΝ ΤΗΣ «ΟΛΥΜΠΙΑΚΗΣ» ΕΤΑΙΡΕΙΑΣ ΔΙΑ ΤΟ ΠΟΛΥΝΕΚΡΟΝ ΑΕΡΟΠΟΡΙΚΟΝ ΔΥΣΤΥΧΗΜΑ: [1110, 9, 1531, 103]
- rate-row: [303, 592, 511, 604]
- article-body: ΤΟ ΠΡΩΤΑΘΛΗΜΑ ΘΕΣΣΑΛΟΝΙΚΗΣ. Ἡ Ἐπιτροπὴ Πρωταθλήματος τῆς Ε.Π.Σ.Θ. ἀνεκοίνωσε τὸ πρόγραμμα τῶν ἀγώνων τῆς Κυριακῆς. Εἰς τὸ γήπεδον τοῦ Ἠρακλῆ: Ἀπόλλων — Ἀθλητικὴ Ἕνωσις. Εἰς τὸ γήπεδον τοῦ Ἄρεως: Μακεδονικὸς — Ἀγροτικὸς Ἀστήρ. Εἰς τὸ Καλαμαριᾶς: Ἀπόλλων Καλαμαριᾶς — Ἐθνικὸς Νέου Κορδελιοῦ. Προκηρύξεις διαιτητῶν: Κ.κ. Παπαδόπουλος, Δημητρίου, Καλλιγᾶς, Στεφανίδης, Ἀλεξανδρίδης.: [4, 552, 264, 674]
- subheadline-exams: ΘΑ ΔΙΕΝΕΡΓΗΘΟΥΝ ΚΑΙ ΣΥΜΠΛΗΡΩΜΑΤΙΚΑΙ ΕΞΕΤΑΣΕΙΣ: [589, 653, 883, 684]
- rate-row: [303, 604, 511, 617]
- ad-details: Στὴν ΘΕΣΣΑΛΟΝΙΚΗ καὶ θὰ παραμείνη τρεῖς μέρες (17 ἕως 19 Ὀκτωβρίου) μία ἐκ τῶν καλλιτέρων ἐμπειρογνωμόνων ὀμορφιᾶς τῆς Εὐρώπης.: [1125, 890, 1521, 936]
- article-body: ΑΘΗΝΑΙ, 11.— Ἐκ τοῦ ὑπουργείου τῆς Βασιλικῆς Αὐλῆς ἀνακοινοῦται ὅτι οἱ Βασιλεῖς μετὰ τοῦ Διαδόχου θὰ ἐπιστρέψουν τὴν 19ην Ὀκτωβρίου.: [932, 1517, 1099, 1590]
- rate-name: Ἑλλάδος: [303, 629, 345, 641]
- rate-row: [303, 642, 511, 654]
- ad-footer: ΠΡΟΪΟΝ ΤΟΥ ΟΙΚΟΥ BEIERSDORF, ΓΕΡΜΑΝΙΑΣ: [0, 2328, 269, 2355]
- headline-torrent: ΕΠΗΓΗ ΕΙΣ ΧΕΙΜΑΡΡΟΝ: [932, 1707, 1099, 1730]
- ad-dealer-label: ΑΠΟΚΛΕΙΣΤΙΚΗ ΠΩΛΗΣΙΣ:: [1187, 1315, 1332, 1329]
- headline-smuggling: ΕΙΣ ΓΕΡΜΑΝΟΣ, Η ΕΛΛΗΝΙΣ ΣΥΖΥΓΟΣ ΤΟΥ ΚΑΙ ΟΚΤΩ ΕΜΠΟΡΟΙ ΘΕΣ/ΝΙΚΗΣ ΔΙΚΑΖΟΝΤΑΙ ΔΙΑ ΜΕΓΑ ΛΑΘΡΕΜΠΟΡΙΟΝ: [1110, 456, 1536, 524]
- ad-subtitle: Μιὰ ἀποτελεσματικὴ λύσις.: [10, 2172, 203, 2188]
- article-body: ΑΘΗΝΑΙ, 11.— Διὰ βασιλικοῦ διατάγματος διωρίσθησαν καθηγηταὶ μέσης ἐκπαιδεύσεως οἱ ἐπιτυχόντες εἰς τὸν τελευταῖον διαγωνισμόν.: [274, 1220, 540, 1257]
- article-body: ΑΘΗΝΑΙ, 11.— Διὰ ἐγκυκλίου τοῦ ὑπουργείου Προεδρίας καθορίζεται ὅτι δὲν θὰ χορηγοῦνται ἀναρρωτικαὶ ἄδειαι εἰς τοὺς ὑπαλλήλους τοὺς εὑρισκομένους ἐκτὸς ἕδρας.: [932, 579, 1099, 664]
- rate-row: [303, 579, 511, 592]
- article-body: ΚΑΪΡΟΝ, 11.— Ἡ Ἀραβικὴ Ἐπιτροπὴ Μποϋκοτὰζ ἀπεφάσισε τὴν ἔνταξιν εἰς τὸν μαῦρον πίνακα ξένης ἐταιρείας ἡ ὁποία παρέβη τοὺς κανονισμούς.: [932, 1114, 1099, 1187]
- headline-municipalities: ΟΙ ΔΗΜΟΙ ΚΑΙ ΑΙ ΚΟΙΝΟΤΗΤΕΣ ΖΗΤΟΥΝ ΤΗΝ ΕΝΙΣΧΥΣΙΝ ΤΩΝ ΔΙΑ ΣΟΒΑΡΩΝ ΠΟΡΩΝ: [1110, 209, 1536, 257]
- headline-excursions: ΕΙΣ ΣΧΟΛΗ ΘΑ ΕΚΔΡΑΜΟΥΝ ΤΗΝ ΚΥΡΙΑΚΗΝ ΟΛΑ ΤΑ ΕΚΔΡΟΜΙΚΑ ΣΩΜΑΤΕΙΑ ΤΗΣ ΘΕΣ/ΝΙΚΗΣ: [4, 808, 264, 895]
- article-body: ΙΩΑΝΝΙΝΑ, 11.— Αὔριον ἐνώπιον τοῦ διαρκοῦς στρατοδικείου Ἰωαννίνων θὰ δικασθῇ ὁ Ἀλβανὸς Ἰσμαὴλ Χότζα, κατηγορούμενος ἐπὶ κατασκοπείᾳ ὑπὲρ τῆς Ἀλβανίας. Ὁ κατηγορούμενος συνελήφθη κατὰ τὸν Ἰούλιον εἰς τὴν μεθοριακὴν περιοχήν.: [274, 818, 540, 879]
- rate-row: [303, 567, 511, 579]
- article-body: ΛΟΝΔΙΝΟΝ, 11.— Πληροφορίαι ἐκ Μόσχας ἀναφέρουν ὅτι ἡ Σοβιετικὴ Ἕνωσις θὰ ναυπηγήσῃ νέα πετρελαιοφόρα διὰ τὴν μεταφορὰν τοῦ πετρελαίου της.: [932, 1382, 1099, 1455]
- nivea-tin-image: [141, 2190, 264, 2313]
- article-body: Ἐκ τῆς τεχνικῆς σχολῆς «Εὐκλείδης» ἀνακοινοῦνται τὰ ὀνόματα τῶν εἰσαχθέντων εἰς τὸ τμῆμα ἐργοδηγῶν μεταλλείων κατὰ τὰς γενομένας εἰσιτηρίους ἐξετάσεις: Ἀβραμίδης Δημ., Ἀλεξανδρίδης Ἰωάν., Ἀναστασιάδης Κων., Βασιλείου Γεώρ., Γεωργιάδης Παῦλος, Δημητρίου Ἀθ., Ἐλευθεριάδης Νικ., Ζαφειρίου Χρ., Θεοδωρίδης Ἀντ., Ἰωαννίδης Στ., Καλαϊτζίδης Γ., Κωνσταντινίδης Π., Λαζαρίδης Ἠλ., Μιχαηλίδης Ἀριστ., Νικολαΐδης Σάββας, Ξανθόπουλος Εὐάγ., Παπαδόπουλος Ἄγγ. ΣΥΜΠΛΗΡΩΜΑΤΙΚΑΙ: Διὰ τὰς κενὰς θέσεις θὰ διενεργηθοῦν συμπληρωματικαὶ ἐξετάσεις τὴν 15ην Ὀκτωβρίου.: [552, 687, 920, 796]
- headline-local-briefs: ΜΙΚΡΑΙ ΕΓΧΩΡΙΟΙ ΕΙΔΗΣΕΙΣ ΧΩΡΙΣ ΤΙΤΛΟΝ: [552, 1068, 920, 1097]
- column-rule: [926, 0, 928, 2353]
- ad-invite: Σᾶς παρακαλοῦμε νὰ ἔλθετε νὰ τὴν συμβουλευθῆτε, θὰ σᾶς κάνει ὡραιότερα ἐφαρμόζοντας τὸ μόνες σας ἀπὸ τώρα καὶ τὸν ἴδιον τρόπον μὲ τὸν ὁποῖον περιποιοῦνται στὰ σαλόνια τῆς HELENA RUBINSTEIN αἱ γυναῖκες τοῦ κόσμου.: [1123, 1177, 1523, 1239]
- rate-name: Τουρκίας: [303, 642, 350, 653]
